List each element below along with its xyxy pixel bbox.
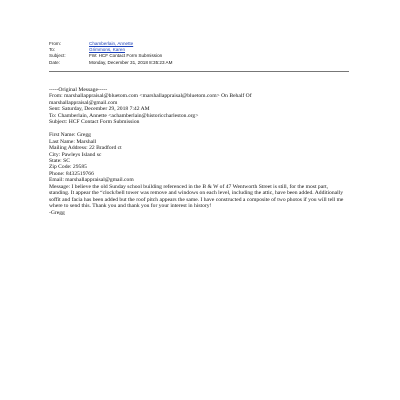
from-label: From: [49, 41, 61, 46]
email-header [49, 41, 349, 66]
original-message-divider: -----Original Message----- [49, 87, 108, 93]
date-label: Date: [49, 59, 60, 65]
from-value[interactable]: Chamberlain, Annette [89, 41, 134, 46]
form-message: Message: I believe the old Sunday school building referenced in the B & W of 47 Wentworth Street is still, for the most part, standing. It appear the “clock/bell tower was remove and windows on each level, including the attic, have been added. Additionally soffit and facia has been added but the roof pitch appears the same. I have constructed a composite of two photos if you will tell me where to send this. Thank you and thank you for your interest in history! [49, 183, 344, 210]
original-from-line: From: marshallappraisal@bluetom.com <marshallappraisal@bluetom.com> On Behalf Of [49, 93, 252, 100]
original-sent-line: Sent: Saturday, December 29, 2018 7:42 AM [49, 106, 150, 113]
date-row [49, 60, 349, 66]
to-label: To: [49, 47, 56, 53]
original-from-line-cont: marshallappraisal@gmail.com [49, 99, 118, 106]
subject-label: Subject: [49, 53, 66, 59]
subject-value: FW: HCF Contact Form Submission [89, 53, 163, 59]
form-email: Email: marshallappraisal@gmail.com [49, 177, 134, 184]
email-body [49, 87, 349, 216]
signature: -Gregg [49, 209, 65, 216]
form-mailing-address: Mailing Address: 22 Bradford ct [49, 145, 122, 152]
form-last-name: Last Name: Marshall [49, 138, 97, 145]
form-zip: Zip Code: 29585 [49, 164, 87, 171]
header-divider [49, 71, 349, 72]
form-phone: Phone: 8432519766 [49, 170, 94, 177]
form-city: City: Pawleys Island sc [49, 151, 102, 158]
form-state: State: SC [49, 157, 70, 164]
original-subject-line: Subject: HCF Contact Form Submission [49, 119, 140, 126]
original-to-line: To: Chamberlain, Annette <achamberlain@historiccharleston.org> [49, 112, 199, 119]
form-first-name: First Name: Gregg [49, 132, 91, 139]
to-value[interactable]: Grimmons, Karen [89, 47, 125, 53]
date-value: Monday, December 31, 2018 8:35:23 AM [89, 59, 173, 65]
